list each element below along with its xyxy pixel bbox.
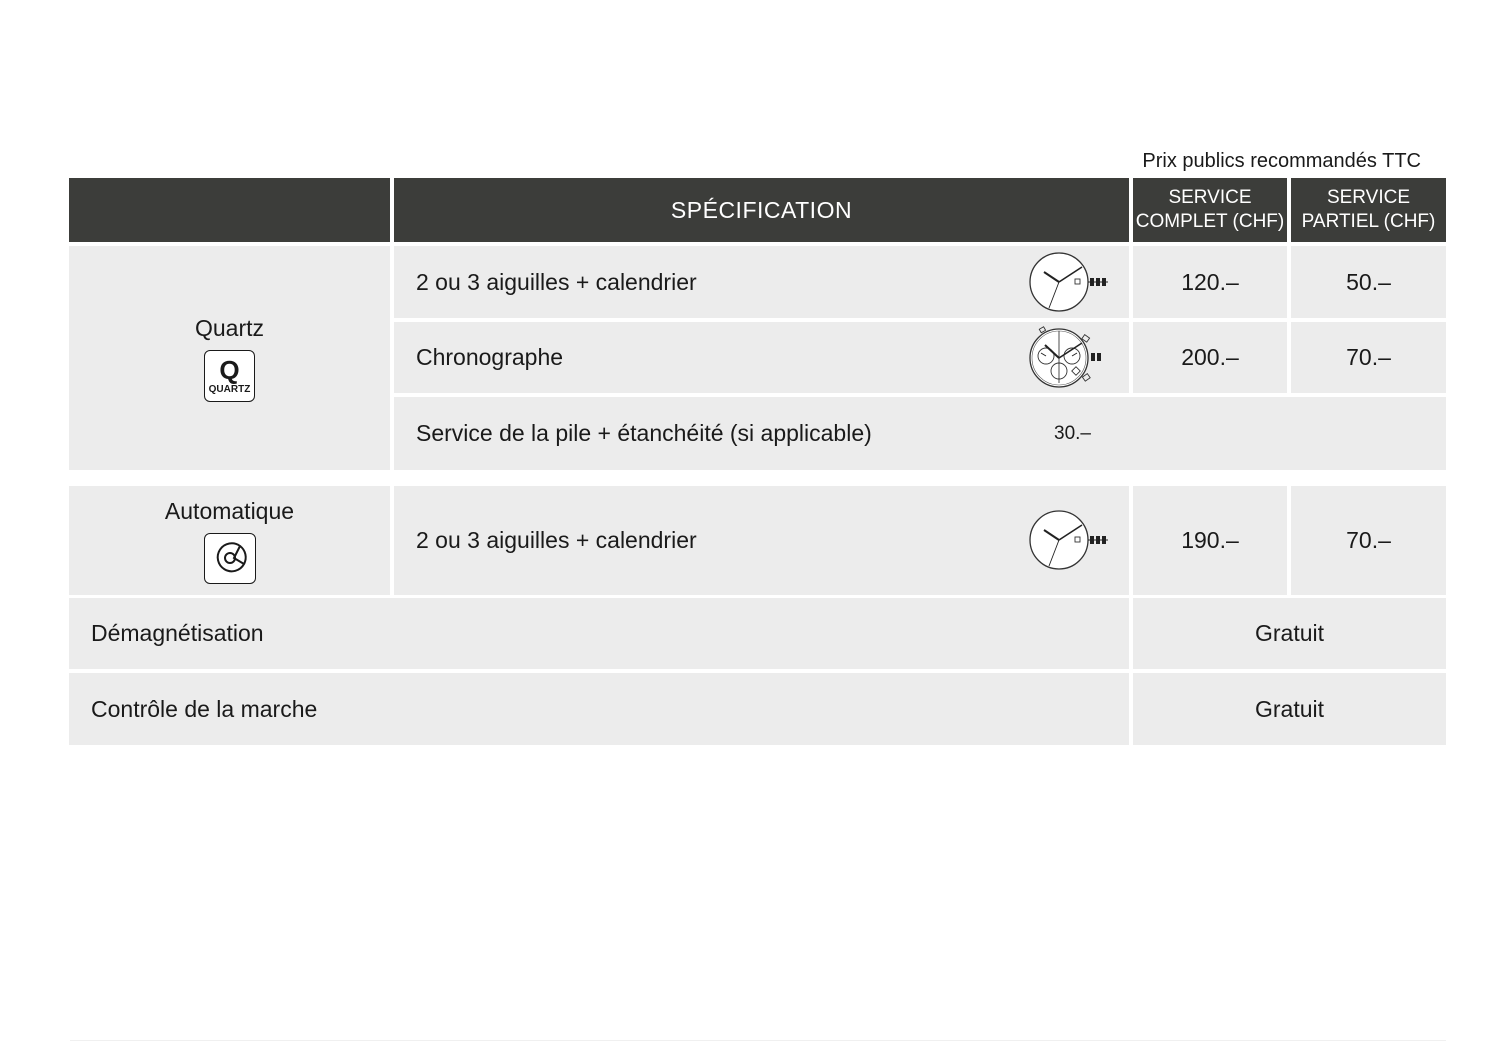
header-service-partiel bbox=[1291, 178, 1446, 242]
header-blank bbox=[69, 178, 390, 242]
quartz-row1-partiel: 50.– bbox=[1291, 246, 1446, 318]
price-note: Prix publics recommandés TTC bbox=[1142, 150, 1421, 172]
category-quartz-label: Quartz bbox=[194, 314, 265, 341]
chronograph-icon bbox=[1027, 325, 1117, 391]
category-automatique bbox=[69, 486, 390, 595]
watch-3hands-icon bbox=[1027, 250, 1117, 314]
quartz-row1-complet: 120.– bbox=[1133, 246, 1287, 318]
automatique-row1-complet: 190.– bbox=[1133, 486, 1287, 595]
quartz-row2-spec bbox=[394, 322, 1129, 393]
extra-controle-value: Gratuit bbox=[1133, 673, 1446, 745]
battery-price: 30.– bbox=[1054, 423, 1091, 444]
quartz-icon bbox=[204, 350, 255, 402]
quartz-row2-spec-label: Chronographe bbox=[416, 344, 564, 370]
bottom-divider bbox=[70, 1040, 1446, 1041]
header-partiel-line2: PARTIEL (CHF) bbox=[1301, 211, 1436, 232]
automatique-row1-partiel: 70.– bbox=[1291, 486, 1446, 595]
header-partiel-line1: SERVICE bbox=[1326, 187, 1411, 208]
header-service-complet bbox=[1133, 178, 1287, 242]
header-complet-line1: SERVICE bbox=[1168, 187, 1252, 208]
battery-spec-label: Service de la pile + étanchéité (si applicable) bbox=[416, 420, 872, 446]
quartz-row1-spec-label: 2 ou 3 aiguilles + calendrier bbox=[416, 268, 697, 295]
header-complet-line2: COMPLET (CHF) bbox=[1135, 211, 1285, 232]
quartz-row2-partiel: 70.– bbox=[1291, 322, 1446, 393]
quartz-badge-letter: Q bbox=[219, 354, 240, 385]
category-automatique-label: Automatique bbox=[164, 497, 295, 524]
quartz-battery-row bbox=[394, 397, 1446, 470]
automatique-row1-spec bbox=[394, 486, 1129, 595]
quartz-badge-text: QUARTZ bbox=[208, 383, 251, 395]
extra-demagnetisation-value: Gratuit bbox=[1133, 598, 1446, 669]
quartz-row1-spec bbox=[394, 246, 1129, 318]
header-specification: SPÉCIFICATION bbox=[394, 178, 1129, 242]
automatique-row1-spec-label: 2 ou 3 aiguilles + calendrier bbox=[416, 527, 697, 553]
category-quartz bbox=[69, 246, 390, 470]
extra-controle-label: Contrôle de la marche bbox=[69, 673, 1129, 745]
automatic-rotor-icon bbox=[204, 533, 256, 584]
extra-demagnetisation-label: Démagnétisation bbox=[69, 598, 1129, 669]
watch-3hands-icon bbox=[1027, 508, 1117, 572]
quartz-row2-complet: 200.– bbox=[1133, 322, 1287, 393]
